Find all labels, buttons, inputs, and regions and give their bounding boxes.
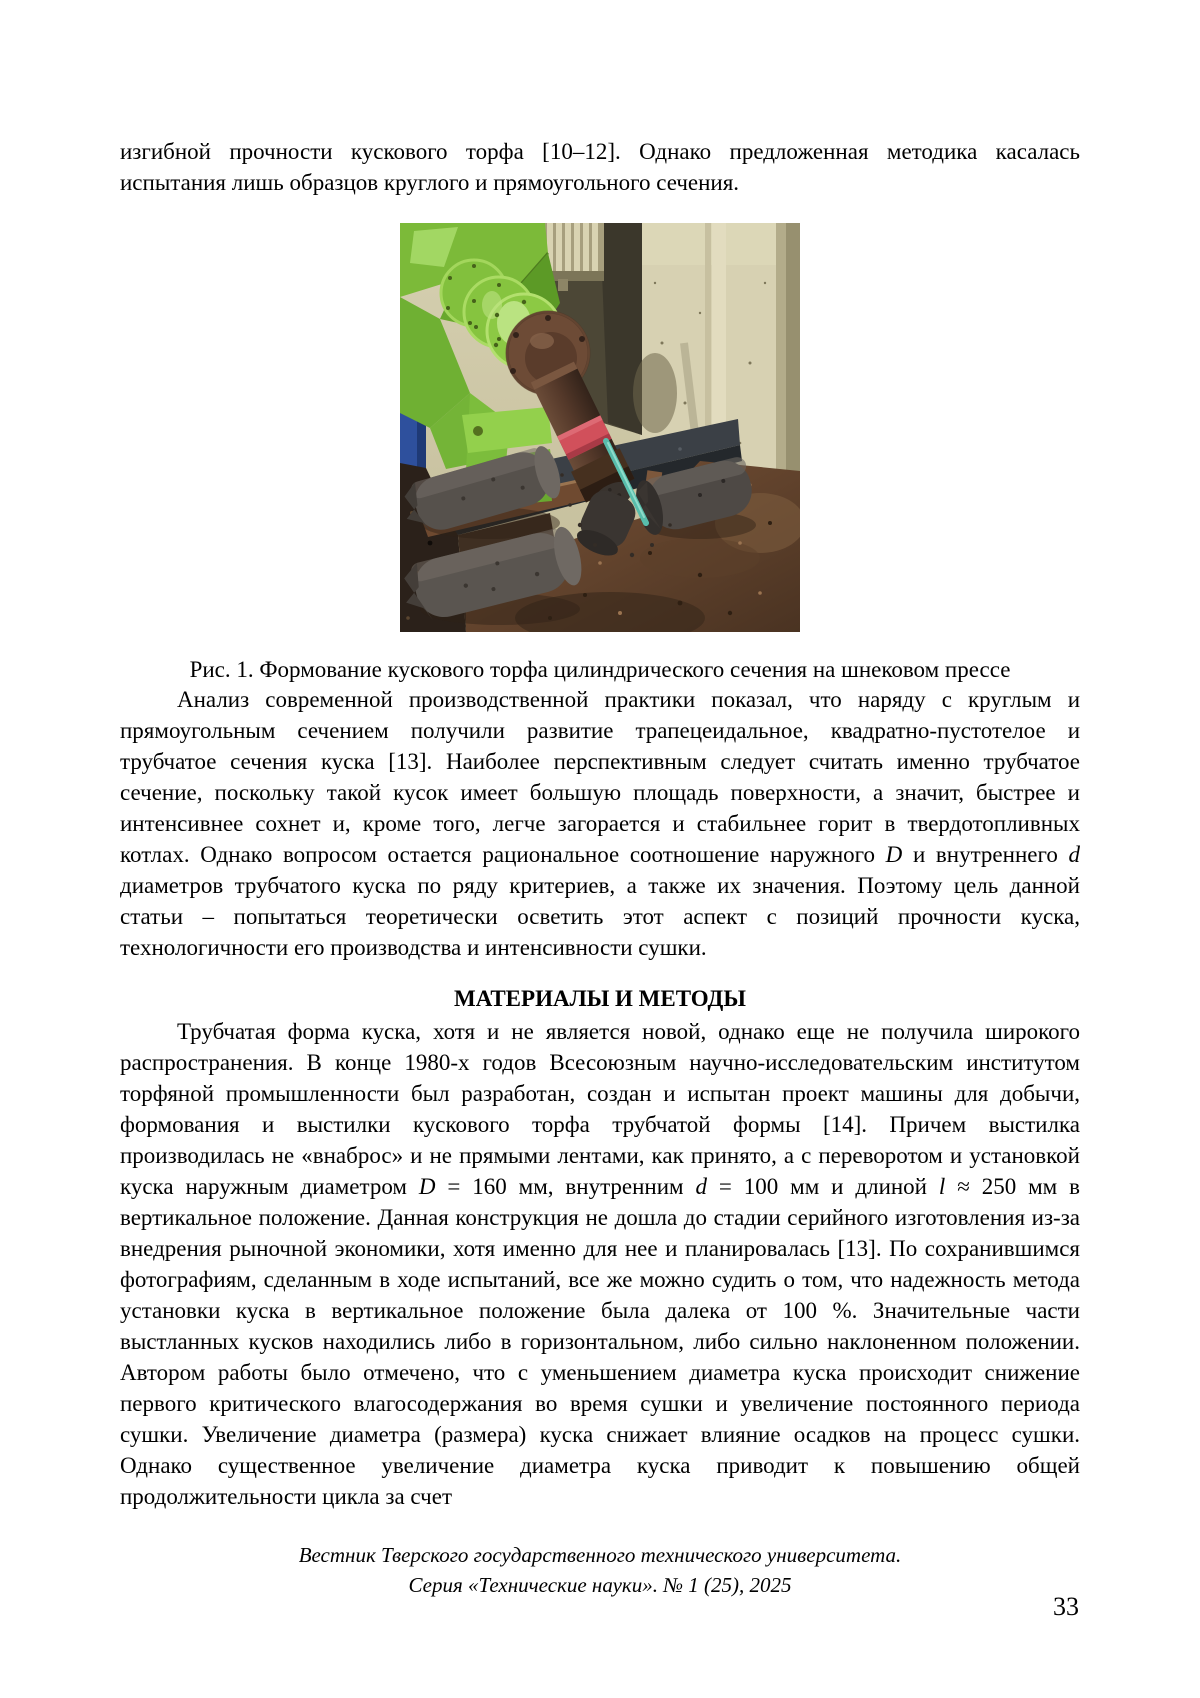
page-number: 33: [1053, 1592, 1079, 1621]
figure-1: [120, 223, 1080, 684]
paragraph-intro: изгибной прочности кускового торфа [10–12]. Однако предложенная методика касалась испытания лишь образцов круглого и прямоугольного сечения.: [120, 139, 1080, 195]
journal-footer: [120, 1540, 1080, 1600]
figure-caption: Рис. 1. Формование кускового торфа цилиндрического сечения на шнековом прессе: [189, 657, 1011, 682]
paragraph-analysis: Анализ современной производственной практики показал, что наряду с круглым и прямоугольным сечением получили развитие трапецеидальное, квадратно-пустотелое и трубчатое сечения куска [13]. Наиболее перспективным следует считать именно трубчатое сечение, поскольку такой кусок имеет большую площадь поверхности, а значит, быстрее и интенсивнее сохнет и, кроме того, легче загорается и стабильнее горит в твердотопливных котлах. Однако вопросом остается рациональное соотношение наружного D и внутреннего d диаметров трубчатого куска по ряду критериев, а также их значения. Поэтому цель данной статьи – попытаться теоретически осветить этот аспект с позиций прочности куска, технологичности его производства и интенсивности сушки.: [120, 687, 1080, 960]
paragraph-materials-methods: Трубчатая форма куска, хотя и не является новой, однако еще не получила широкого распространения. В конце 1980-х годов Всесоюзным научно-исследовательским институтом торфяной промышленности был разработан, создан и испытан проект машины для добычи, формования и выстилки кускового торфа трубчатой формы [14]. Причем выстилка производилась не «внаброс» и не прямыми лентами, как принято, а с переворотом и установкой куска наружным диаметром D = 160 мм, внутренним d = 100 мм и длиной l ≈ 250 мм в вертикальное положение. Данная конструкция не дошла до стадии серийного изготовления из-за внедрения рыночной экономики, хотя именно для нее и планировалась [13]. По сохранившимся фотографиям, сделанным в ходе испытаний, все же можно судить о том, что надежность метода установки куска в вертикальное положение была далека от 100 %. Значительные части выстланных кусков находились либо в горизонтальном, либо сильно наклоненном положении. Автором работы было отмечено, что с уменьшением диаметра куска происходит снижение первого критического влагосодержания во время сушки и увеличение постоянного периода сушки. Увеличение диаметра (размера) куска снижает влияние осадков на процесс сушки. Однако существенное увеличение диаметра куска приводит к повышению общей продолжительности цикла за счет: [120, 1019, 1080, 1509]
section-heading: МАТЕРИАЛЫ И МЕТОДЫ: [454, 986, 746, 1011]
figure-photo: [400, 223, 800, 632]
page-content: [120, 136, 1080, 1512]
footer-line-2: Серия «Технические науки». № 1 (25), 2025: [408, 1573, 792, 1597]
footer-line-1: Вестник Тверского государственного технического университета.: [298, 1543, 902, 1567]
